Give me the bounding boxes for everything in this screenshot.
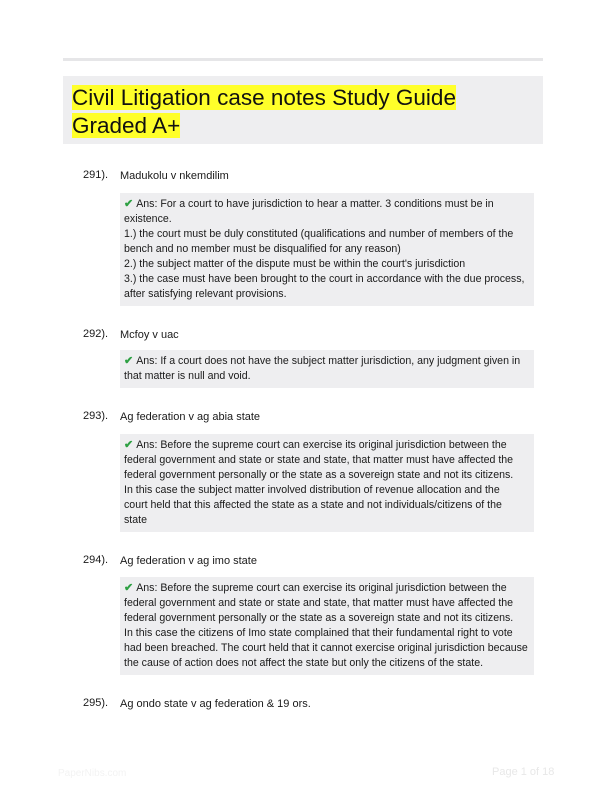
answer-line: state (124, 514, 147, 526)
title-box (63, 76, 543, 144)
answer-line: ✔ Ans: For a court to have jurisdiction to hear a matter. 3 conditions must be in (124, 198, 494, 210)
check-icon: ✔ (124, 582, 134, 594)
question-number: 291). (83, 169, 109, 181)
answer-line: after satisfying relevant provisions. (124, 288, 287, 300)
answer-line: ✔ Ans: Before the supreme court can exercise its original jurisdiction between the (124, 582, 507, 594)
question-number: 295). (83, 697, 109, 709)
answer-line: ✔ Ans: If a court does not have the subject matter jurisdiction, any judgment given in (124, 355, 521, 367)
answer-line: federal government and state or state and state, that matter must have affected the (124, 454, 514, 466)
answer-line: federal government personally or the state as a sovereign state and not its citizens. (124, 612, 514, 624)
question-number: 294). (83, 554, 109, 566)
check-icon: ✔ (124, 355, 134, 367)
page-number: Page 1 of 18 (492, 766, 555, 778)
question-number: 292). (83, 328, 109, 340)
answer-box (120, 577, 534, 675)
question-text: Ag federation v ag imo state (120, 555, 257, 567)
answer-line: 1.) the court must be duly constituted (qualifications and number of members of the (124, 228, 514, 240)
answer-line: In this case the citizens of Imo state complained that their fundamental right to vote (124, 627, 513, 639)
check-icon: ✔ (124, 439, 134, 451)
top-rule (63, 58, 543, 61)
footer-watermark: PaperNibs.com (58, 768, 127, 779)
title-text: Civil Litigation case notes Study Guide Graded A+ (72, 85, 456, 138)
answer-line: In this case the subject matter involved distribution of revenue allocation and the (124, 484, 500, 496)
answer-line: bench and no member must be disqualified for any reason) (124, 243, 401, 255)
question-text: Madukolu v nkemdilim (120, 170, 229, 182)
answer-box (120, 350, 534, 388)
answer-line: court held that this affected the state as a state and not individuals/citizens of the (124, 499, 502, 511)
check-icon: ✔ (124, 198, 134, 210)
answer-line: that matter is null and void. (124, 370, 251, 382)
question-text: Ag ondo state v ag federation & 19 ors. (120, 698, 311, 710)
question-text: Mcfoy v uac (120, 329, 179, 341)
answer-line: ✔ Ans: Before the supreme court can exercise its original jurisdiction between the (124, 439, 507, 451)
answer-line: existence. (124, 213, 172, 225)
answer-line: federal government personally or the state as a sovereign state and not its citizens. (124, 469, 514, 481)
answer-line: the cause of action does not affect the state but only the citizens of the state. (124, 657, 484, 669)
page-title (72, 84, 527, 140)
answer-line: 3.) the case must have been brought to the court in accordance with the due process, (124, 273, 525, 285)
answer-box (120, 193, 534, 306)
answer-line: had been breached. The court held that it cannot exercise original jurisdiction because (124, 642, 528, 654)
answer-line: 2.) the subject matter of the dispute must be within the court's jurisdiction (124, 258, 466, 270)
answer-box (120, 434, 534, 532)
answer-line: federal government and state or state and state, that matter must have affected the (124, 597, 514, 609)
question-number: 293). (83, 410, 109, 422)
question-text: Ag federation v ag abia state (120, 411, 261, 423)
